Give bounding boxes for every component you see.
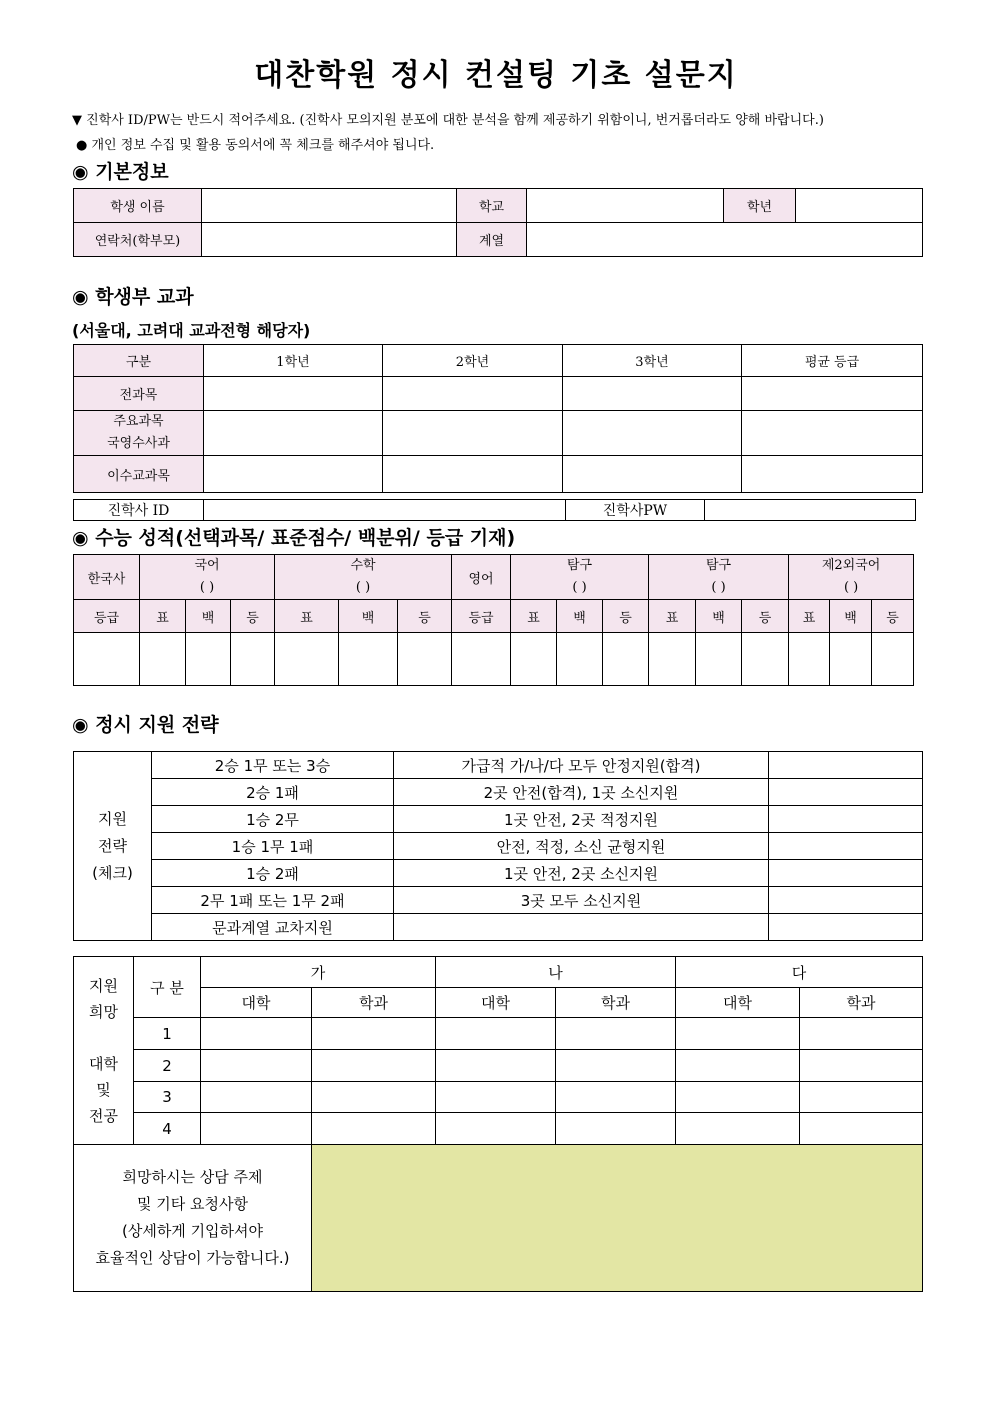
csat-input-cell[interactable] — [872, 633, 914, 686]
csat-input-cell[interactable] — [511, 633, 557, 686]
wish-input-cell[interactable] — [800, 1082, 923, 1113]
csat-input-cell[interactable] — [789, 633, 830, 686]
consult-input[interactable] — [312, 1145, 923, 1292]
csat-sub-baek: 백 — [830, 600, 872, 633]
csat-sub-baek: 백 — [339, 600, 398, 633]
csat-korean: 국어 ( ) — [140, 555, 275, 600]
label-student-name: 학생 이름 — [74, 189, 202, 223]
strategy-plan: 1곳 안전, 2곳 적정지원 — [394, 806, 769, 833]
csat-input-cell[interactable] — [398, 633, 452, 686]
wish-univ-header: 대학 — [201, 988, 312, 1018]
csat-sub-baek: 백 — [186, 600, 231, 633]
wish-input-cell[interactable] — [312, 1018, 436, 1050]
wish-input-cell[interactable] — [312, 1113, 436, 1145]
wish-input-cell[interactable] — [676, 1050, 800, 1082]
strategy-check[interactable] — [769, 860, 923, 887]
csat-sub-pyo: 표 — [275, 600, 339, 633]
wish-input-cell[interactable] — [676, 1113, 800, 1145]
strategy-check[interactable] — [769, 833, 923, 860]
wish-input-cell[interactable] — [800, 1050, 923, 1082]
section-basic-title: ◉ 기본정보 — [72, 161, 169, 183]
strategy-record: 문과계열 교차지원 — [152, 914, 394, 941]
wish-input-cell[interactable] — [436, 1082, 556, 1113]
csat-math: 수학 ( ) — [275, 555, 452, 600]
grade-cell[interactable] — [742, 456, 923, 493]
wish-input-cell[interactable] — [676, 1082, 800, 1113]
strategy-table — [73, 751, 923, 941]
strategy-plan: 2곳 안전(합격), 1곳 소신지원 — [394, 779, 769, 806]
page-title: 대찬학원 정시 컨설팅 기초 설문지 — [254, 58, 738, 93]
consult-label: 희망하시는 상담 주제 및 기타 요청사항 (상세하게 기입하셔야 효율적인 상담이 가능합니다.) — [74, 1145, 312, 1292]
wish-group-da: 다 — [676, 957, 923, 988]
grade-cell[interactable] — [742, 411, 923, 456]
label-jinhak-id: 진학사 ID — [74, 500, 204, 521]
grades-table — [73, 344, 923, 493]
section-record-subtitle: (서울대, 고려대 교과전형 해당자) — [72, 321, 311, 340]
jinhak-table — [73, 499, 916, 521]
csat-sub-baek: 백 — [557, 600, 603, 633]
wish-side-label: 지원 희망 대학 및 전공 — [74, 957, 134, 1145]
csat-sub-deung: 등 — [603, 600, 649, 633]
contact-input[interactable] — [202, 223, 457, 257]
strategy-check[interactable] — [769, 806, 923, 833]
wish-univ-header: 대학 — [676, 988, 800, 1018]
wish-table — [73, 956, 923, 1145]
wish-univ-header: 대학 — [436, 988, 556, 1018]
basic-info-table — [73, 188, 923, 257]
student-name-input[interactable] — [202, 189, 457, 223]
track-input[interactable] — [527, 223, 923, 257]
wish-input-cell[interactable] — [556, 1082, 676, 1113]
section-record-title: ◉ 학생부 교과 — [72, 286, 194, 308]
wish-input-cell[interactable] — [436, 1050, 556, 1082]
grade-cell[interactable] — [383, 377, 563, 411]
csat-input-cell[interactable] — [452, 633, 511, 686]
csat-sub-deung: 등 — [398, 600, 452, 633]
label-school: 학교 — [457, 189, 527, 223]
grade-cell[interactable] — [204, 456, 383, 493]
consult-table — [73, 1144, 923, 1292]
csat-input-cell[interactable] — [603, 633, 649, 686]
csat-sub-deung: 등 — [872, 600, 914, 633]
wish-group-na: 나 — [436, 957, 676, 988]
wish-input-cell[interactable] — [201, 1113, 312, 1145]
wish-input-cell[interactable] — [436, 1113, 556, 1145]
grade-cell[interactable] — [563, 456, 742, 493]
wish-row-number: 2 — [134, 1050, 201, 1082]
grades-header-year3: 3학년 — [563, 345, 742, 377]
grade-cell[interactable] — [563, 411, 742, 456]
csat-input-cell[interactable] — [742, 633, 789, 686]
label-grade: 학년 — [724, 189, 796, 223]
strategy-record: 2무 1패 또는 1무 2패 — [152, 887, 394, 914]
strategy-plan: 3곳 모두 소신지원 — [394, 887, 769, 914]
csat-input-cell[interactable] — [830, 633, 872, 686]
grades-header-year1: 1학년 — [204, 345, 383, 377]
grade-input[interactable] — [796, 189, 923, 223]
strategy-check[interactable] — [769, 779, 923, 806]
csat-input-cell[interactable] — [186, 633, 231, 686]
strategy-record: 2승 1무 또는 3승 — [152, 752, 394, 779]
csat-english: 영어 — [452, 555, 511, 600]
csat-sub-pyo: 표 — [511, 600, 557, 633]
wish-input-cell[interactable] — [556, 1050, 676, 1082]
wish-input-cell[interactable] — [312, 1082, 436, 1113]
section-csat-title: ◉ 수능 성적(선택과목/ 표준점수/ 백분위/ 등급 기재) — [72, 527, 516, 549]
jinhak-id-input[interactable] — [204, 500, 566, 521]
notice-jinhak: ▼ 진학사 ID/PW는 반드시 적어주세요. (진학사 모의지원 분포에 대한 분석을 함께 제공하기 위함이니, 번거롭더라도 양해 바랍니다.) — [72, 113, 824, 128]
grades-header-category: 구분 — [74, 345, 204, 377]
strategy-plan: 안전, 적정, 소신 균형지원 — [394, 833, 769, 860]
wish-dept-header: 학과 — [312, 988, 436, 1018]
csat-table — [73, 554, 914, 686]
grades-row-completed: 이수교과목 — [74, 456, 204, 493]
strategy-plan: 1곳 안전, 2곳 소신지원 — [394, 860, 769, 887]
csat-input-cell[interactable] — [557, 633, 603, 686]
csat-input-cell[interactable] — [140, 633, 186, 686]
wish-input-cell[interactable] — [201, 1018, 312, 1050]
wish-input-cell[interactable] — [556, 1113, 676, 1145]
strategy-check[interactable] — [769, 914, 923, 941]
csat-sub-grade: 등급 — [74, 600, 140, 633]
csat-foreign: 제2외국어 ( ) — [789, 555, 914, 600]
strategy-record: 1승 2무 — [152, 806, 394, 833]
wish-row-number: 1 — [134, 1018, 201, 1050]
wish-input-cell[interactable] — [800, 1018, 923, 1050]
grade-cell[interactable] — [383, 411, 563, 456]
grade-cell[interactable] — [742, 377, 923, 411]
strategy-record: 1승 1무 1패 — [152, 833, 394, 860]
label-track: 계열 — [457, 223, 527, 257]
grade-cell[interactable] — [204, 377, 383, 411]
grades-header-average: 평균 등급 — [742, 345, 923, 377]
wish-input-cell[interactable] — [201, 1082, 312, 1113]
grades-header-year2: 2학년 — [383, 345, 563, 377]
grades-row-major: 주요과목 국영수사과 — [74, 411, 204, 456]
notice-privacy: ● 개인 정보 수집 및 활용 동의서에 꼭 체크를 해주셔야 됩니다. — [76, 138, 435, 153]
csat-sub-grade: 등급 — [452, 600, 511, 633]
strategy-side-label: 지원 전략 (체크) — [74, 752, 152, 941]
label-contact: 연락처(학부모) — [74, 223, 202, 257]
csat-input-cell[interactable] — [275, 633, 339, 686]
wish-group-ga: 가 — [201, 957, 436, 988]
csat-input-cell[interactable] — [339, 633, 398, 686]
csat-sub-deung: 등 — [231, 600, 275, 633]
csat-input-cell[interactable] — [231, 633, 275, 686]
jinhak-pw-input[interactable] — [705, 500, 916, 521]
strategy-record: 2승 1패 — [152, 779, 394, 806]
csat-sub-pyo: 표 — [140, 600, 186, 633]
strategy-check[interactable] — [769, 752, 923, 779]
strategy-check[interactable] — [769, 887, 923, 914]
strategy-plan: 가급적 가/나/다 모두 안정지원(합격) — [394, 752, 769, 779]
csat-sub-deung: 등 — [742, 600, 789, 633]
wish-input-cell[interactable] — [312, 1050, 436, 1082]
csat-input-cell[interactable] — [696, 633, 742, 686]
wish-row-number: 3 — [134, 1082, 201, 1113]
csat-korean-history: 한국사 — [74, 555, 140, 600]
csat-sub-baek: 백 — [696, 600, 742, 633]
wish-dept-header: 학과 — [556, 988, 676, 1018]
wish-dept-header: 학과 — [800, 988, 923, 1018]
grade-cell[interactable] — [204, 411, 383, 456]
section-strategy-title: ◉ 정시 지원 전략 — [72, 714, 219, 736]
wish-input-cell[interactable] — [201, 1050, 312, 1082]
csat-input-cell[interactable] — [74, 633, 140, 686]
wish-input-cell[interactable] — [676, 1018, 800, 1050]
csat-inquiry1: 탐구 ( ) — [511, 555, 649, 600]
grades-row-all: 전과목 — [74, 377, 204, 411]
wish-input-cell[interactable] — [436, 1018, 556, 1050]
csat-sub-pyo: 표 — [649, 600, 696, 633]
csat-sub-pyo: 표 — [789, 600, 830, 633]
grade-cell[interactable] — [563, 377, 742, 411]
grade-cell[interactable] — [383, 456, 563, 493]
wish-input-cell[interactable] — [800, 1113, 923, 1145]
label-jinhak-pw: 진학사PW — [566, 500, 705, 521]
strategy-record: 1승 2패 — [152, 860, 394, 887]
wish-input-cell[interactable] — [556, 1018, 676, 1050]
wish-row-number: 4 — [134, 1113, 201, 1145]
wish-gubun: 구 분 — [134, 957, 201, 1018]
csat-input-cell[interactable] — [649, 633, 696, 686]
csat-inquiry2: 탐구 ( ) — [649, 555, 789, 600]
school-input[interactable] — [527, 189, 724, 223]
strategy-plan — [394, 914, 769, 941]
